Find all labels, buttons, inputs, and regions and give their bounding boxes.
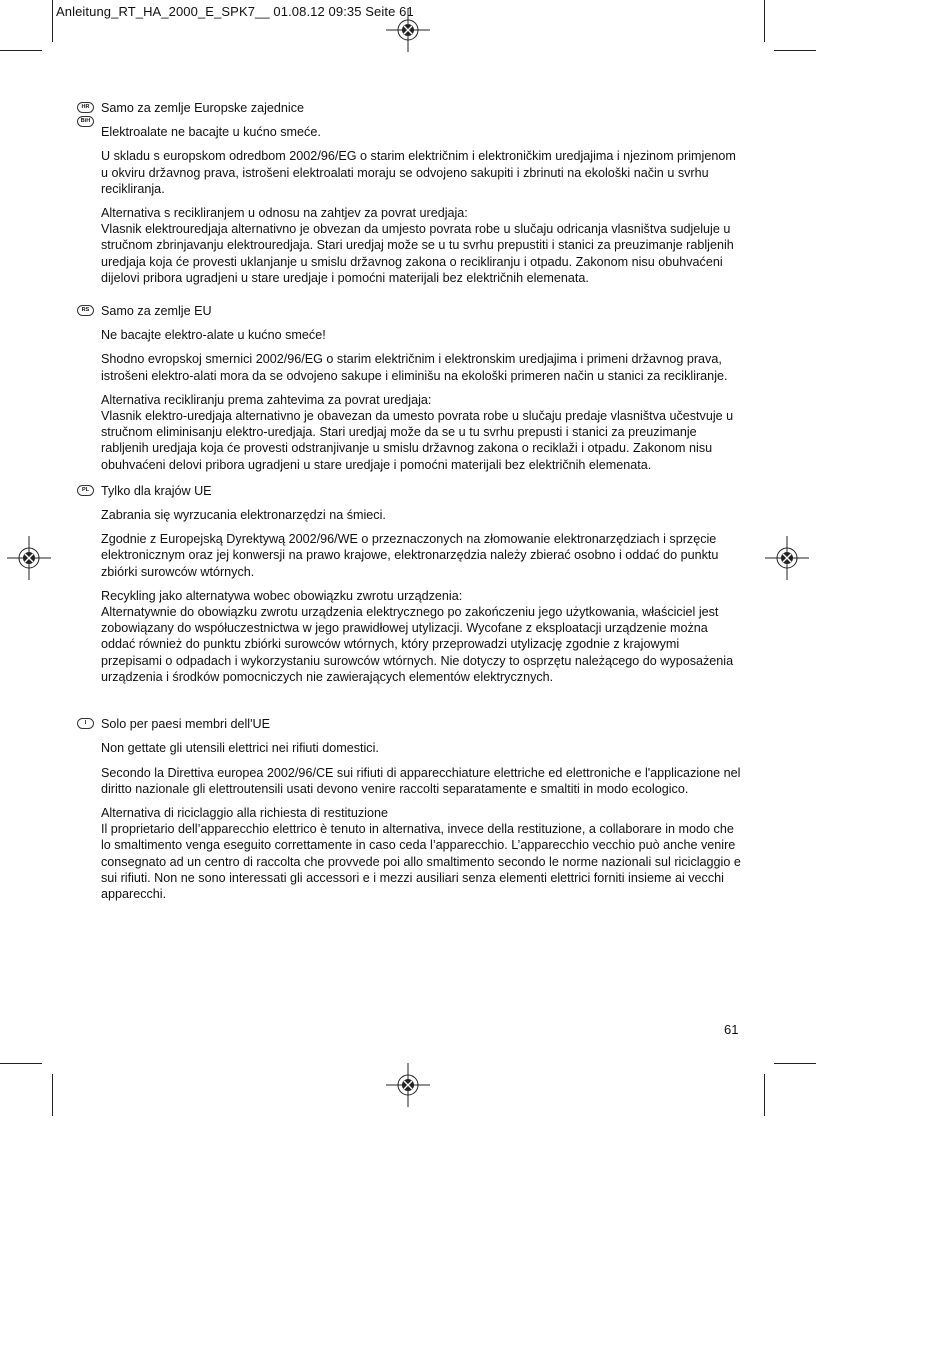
section-heading: Solo per paesi membri dell'UE xyxy=(101,717,270,732)
crop-mark-bottom-left-vertical xyxy=(52,1074,53,1116)
crop-mark-top-left-horizontal xyxy=(0,50,42,51)
crop-mark-top-right-vertical xyxy=(764,0,765,42)
registration-mark-bottom-icon xyxy=(386,1063,430,1107)
crop-mark-bottom-left-horizontal xyxy=(0,1063,42,1064)
paragraph: Zabrania się wyrzucania elektronarzędzi na śmieci. xyxy=(101,508,386,523)
language-badges xyxy=(77,102,94,130)
language-badge-hr: HR xyxy=(77,102,94,113)
page-number: 61 xyxy=(724,1022,739,1037)
crop-mark-top-left-vertical xyxy=(52,0,53,42)
registration-mark-top-icon xyxy=(386,8,430,52)
crop-mark-bottom-right-horizontal xyxy=(774,1063,816,1064)
language-badges xyxy=(77,305,94,319)
print-header: Anleitung_RT_HA_2000_E_SPK7__ 01.08.12 09:35 Seite 61 xyxy=(56,4,414,19)
registration-mark-left-icon xyxy=(7,536,51,580)
paragraph: Alternativa di riciclaggio alla richiesta di restituzione Il proprietario dell’apparecchio elettrico è tenuto in alternativa, invece della restituzione, a collaborare in modo che lo smaltimento venga eseguito correttamente in caso ceda l’apparecchio. L’apparecchio vecchio può anche venire consegnato ad un centro di raccolta che provvede poi allo smaltimento secondo le norme nazionali sul riciclaggio e sui rifiuti. Non ne sono interessati gli accessori e i mezzi ausiliari senza elementi elettrici forniti insieme ai vecchi apparecchi. xyxy=(101,805,741,901)
language-badges xyxy=(77,718,94,732)
paragraph: Secondo la Direttiva europea 2002/96/CE sui rifiuti di apparecchiature elettriche ed elettroniche e l'applicazione nel diritto nazionale gli elettroutensili usati devono venire raccolti separatamente e smaltiti in modo ecologico. xyxy=(101,765,741,796)
registration-mark-right-icon xyxy=(765,536,809,580)
crop-mark-top-right-horizontal xyxy=(774,50,816,51)
language-badges xyxy=(77,485,94,499)
section-italian xyxy=(84,716,741,902)
paragraph: Ne bacajte elektro-alate u kućno smeće! xyxy=(101,328,326,343)
paragraph: Alternativa recikliranju prema zahtevima za povrat uredjaja: Vlasnik elektro-uredjaja alternativno je obavezan da umesto povrata robe u slučaju predaje vlasništva učestvuje u stručnom eliminisanju elektro-uredjaja. Stari uredjaj može da se u tu svrhu prepusti i stanici za preuzimanje rabljenih uredjaja koja će provesti odstranjivanje u smislu državnog zakona o reciklaži i otpadu. Zakonom nisu obuhvaćeni delovi pribora ugradjeni u stare uredjaje i pomoćni materijali bez električnih elemenata. xyxy=(101,392,734,472)
language-badge-i: I xyxy=(77,718,94,729)
section-croatian-bosnian xyxy=(80,100,741,286)
language-badge-bih: BiH xyxy=(77,116,94,127)
crop-mark-bottom-right-vertical xyxy=(764,1074,765,1116)
section-polish xyxy=(81,483,741,685)
section-serbian xyxy=(81,303,741,473)
language-badge-rs: RS xyxy=(77,305,94,316)
paragraph: Zgodnie z Europejską Dyrektywą 2002/96/WE o przeznaczonych na złomowanie elektronarzędziach i sprzęcie elektronicznym oraz jej konwersji na prawo krajowe, elektronarzędzia należy zbierać osobno i oddać do punktu zbiórki surowców wtórnych. xyxy=(101,532,719,579)
paragraph: Recykling jako alternatywa wobec obowiązku zwrotu urządzenia: Alternatywnie do obowiązku zwrotu urządzenia elektrycznego po zakończeniu jego użytkowania, właściciel jest zobowiązany do współuczestnictwa w jego prawidłowej utylizacji. Wycofane z eksploatacji urządzenie można oddać również do punktu zbiórki surowców wtórnych, który przeprowadzi utylizację zgodnie z krajowymi przepisami o odpadach i wykorzystaniu surowców wtórnych. Nie dotyczy to osprzętu należącego do wyposażenia urządzenia i środków pomocniczych nie zawierających elementów elektrycznych. xyxy=(101,588,734,684)
section-heading: Tylko dla krajów UE xyxy=(101,483,212,498)
paragraph: Shodno evropskoj smernici 2002/96/EG o starim električnim i elektronskim uredjajima i primeni državnog prava, istrošeni elektro-alati mora da se odvojeno sakupe i eliminišu na ekološki primeren način u stanici za recikliranje. xyxy=(101,352,728,383)
paragraph: Elektroalate ne bacajte u kućno smeće. xyxy=(101,125,321,140)
document-body xyxy=(80,100,741,910)
paragraph: U skladu s europskom odredbom 2002/96/EG o starim električnim i elektroničkim uredjajima i njezinom primjenom u okviru državnog prava, istrošeni elektroalati moraju se odvojeno sakupiti i zbrinuti na ekološki način u svrhu recikliranja. xyxy=(101,149,736,196)
paragraph: Alternativa s recikliranjem u odnosu na zahtjev za povrat uredjaja: Vlasnik elektrouredjaja alternativno je obvezan da umjesto povrata robe u slučaju odricanja vlasništva sudjeluje u stručnom zbrinjavanju elektrouredjaja. Stari uredjaj može se u tu svrhu prepustiti i stanici za preuzimanje rabljenih uredjaja koja će provesti uklanjanje u smislu državnog zakona o recikliranju i otpadu. Zakonom nisu obuhvaćeni dijelovi pribora ugradjeni u stare uredjaje i pomoćni materijali bez električnih elemenata. xyxy=(101,206,734,285)
language-badge-pl: PL xyxy=(77,485,94,496)
section-heading: Samo za zemlje EU xyxy=(101,304,212,319)
paragraph: Non gettate gli utensili elettrici nei rifiuti domestici. xyxy=(101,741,379,756)
section-heading: Samo za zemlje Europske zajednice xyxy=(101,101,305,115)
